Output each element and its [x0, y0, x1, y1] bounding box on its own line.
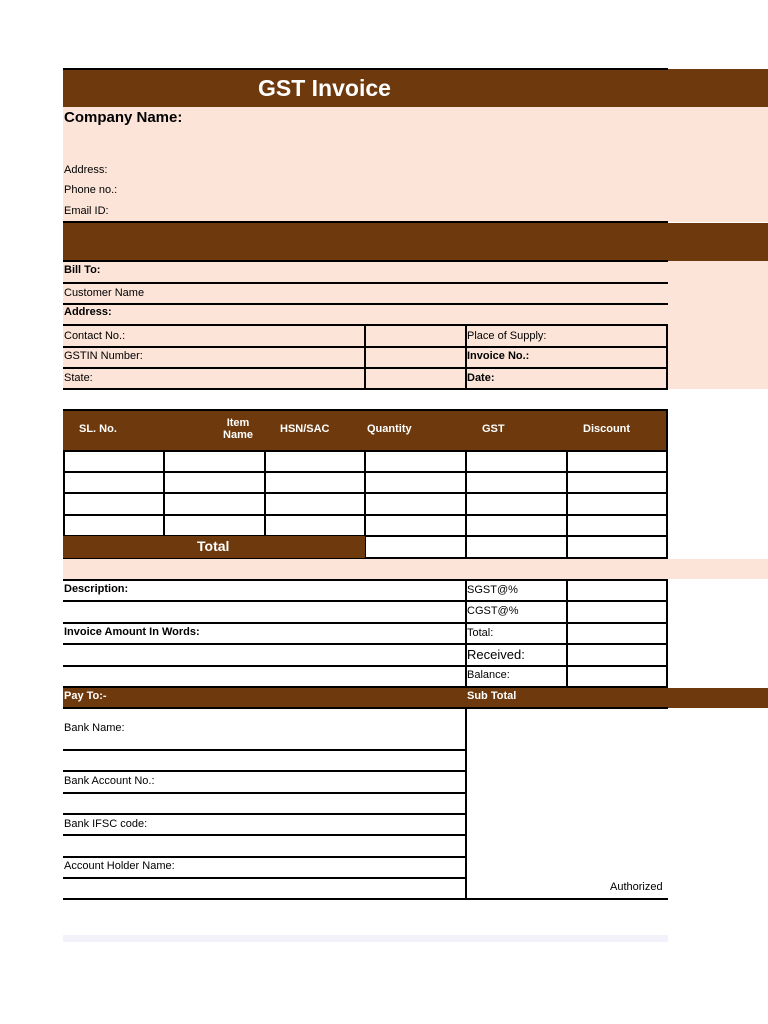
divider — [63, 770, 467, 772]
company-address-label: Address: — [64, 164, 108, 176]
col-header-item-name — [218, 417, 258, 441]
divider — [63, 68, 668, 70]
col-header-hsn-sac: HSN/SAC — [280, 423, 330, 435]
divider — [163, 450, 165, 537]
amount-in-words-label: Invoice Amount In Words: — [64, 626, 200, 638]
divider — [465, 450, 467, 559]
divider — [63, 579, 668, 581]
divider — [63, 813, 467, 815]
divider — [63, 643, 668, 645]
divider — [63, 665, 668, 667]
authorized-label: Authorized — [610, 881, 663, 893]
divider — [364, 324, 366, 390]
divider — [63, 707, 668, 709]
gstin-label: GSTIN Number: — [64, 350, 143, 362]
divider — [63, 409, 668, 411]
bank-ifsc-label: Bank IFSC code: — [64, 818, 148, 830]
cgst-label: CGST@% — [467, 605, 519, 617]
bank-name-label: Bank Name: — [64, 722, 125, 734]
divider — [666, 324, 668, 390]
divider — [465, 707, 467, 900]
divider — [63, 749, 467, 751]
company-name-label: Company Name: — [64, 109, 183, 126]
balance-label: Balance: — [467, 669, 510, 681]
spacer-band — [63, 559, 768, 579]
invoice-no-label: Invoice No.: — [467, 350, 530, 362]
company-email-label: Email ID: — [64, 205, 109, 217]
divider — [566, 579, 568, 688]
divider — [63, 450, 65, 537]
bill-to-heading: Bill To: — [64, 264, 101, 276]
sgst-label: SGST@% — [467, 584, 518, 596]
divider — [63, 260, 668, 262]
invoice-title: GST Invoice — [258, 75, 391, 101]
divider — [264, 450, 266, 537]
col-header-sl-no: SL. No. — [79, 423, 117, 435]
divider — [63, 877, 467, 879]
pay-to-band — [63, 688, 768, 708]
divider — [63, 856, 467, 858]
state-label: State: — [64, 372, 93, 384]
divider — [666, 579, 668, 688]
sub-total-label: Sub Total — [467, 690, 517, 702]
separator-band — [63, 223, 768, 261]
divider — [63, 834, 467, 836]
divider — [63, 792, 467, 794]
divider — [63, 303, 668, 305]
col-header-quantity: Quantity — [367, 423, 412, 435]
col-header-discount: Discount — [583, 423, 631, 435]
divider — [63, 600, 668, 602]
items-table-header — [63, 410, 668, 451]
bank-account-label: Bank Account No.: — [64, 775, 155, 787]
pay-to-label: Pay To:- — [64, 690, 107, 702]
invoice-title-bar — [63, 69, 768, 107]
divider — [63, 622, 668, 624]
description-label: Description: — [64, 583, 129, 595]
place-of-supply-label: Place of Supply: — [467, 330, 547, 342]
received-label: Received: — [467, 647, 525, 662]
divider — [666, 410, 668, 559]
divider — [566, 450, 568, 559]
col-header-gst: GST — [482, 423, 505, 435]
col-header-item-name-text: Item Name — [223, 417, 253, 441]
summary-total-label: Total: — [467, 627, 494, 639]
items-total-label: Total — [197, 538, 230, 554]
bill-to-address-label: Address: — [64, 306, 112, 318]
divider — [63, 898, 668, 900]
divider — [63, 282, 668, 284]
date-label: Date: — [467, 372, 495, 384]
footer-strip — [63, 935, 668, 942]
contact-no-label: Contact No.: — [64, 330, 126, 342]
company-phone-label: Phone no.: — [64, 184, 118, 196]
account-holder-label: Account Holder Name: — [64, 860, 175, 872]
customer-name-label: Customer Name — [64, 287, 145, 299]
